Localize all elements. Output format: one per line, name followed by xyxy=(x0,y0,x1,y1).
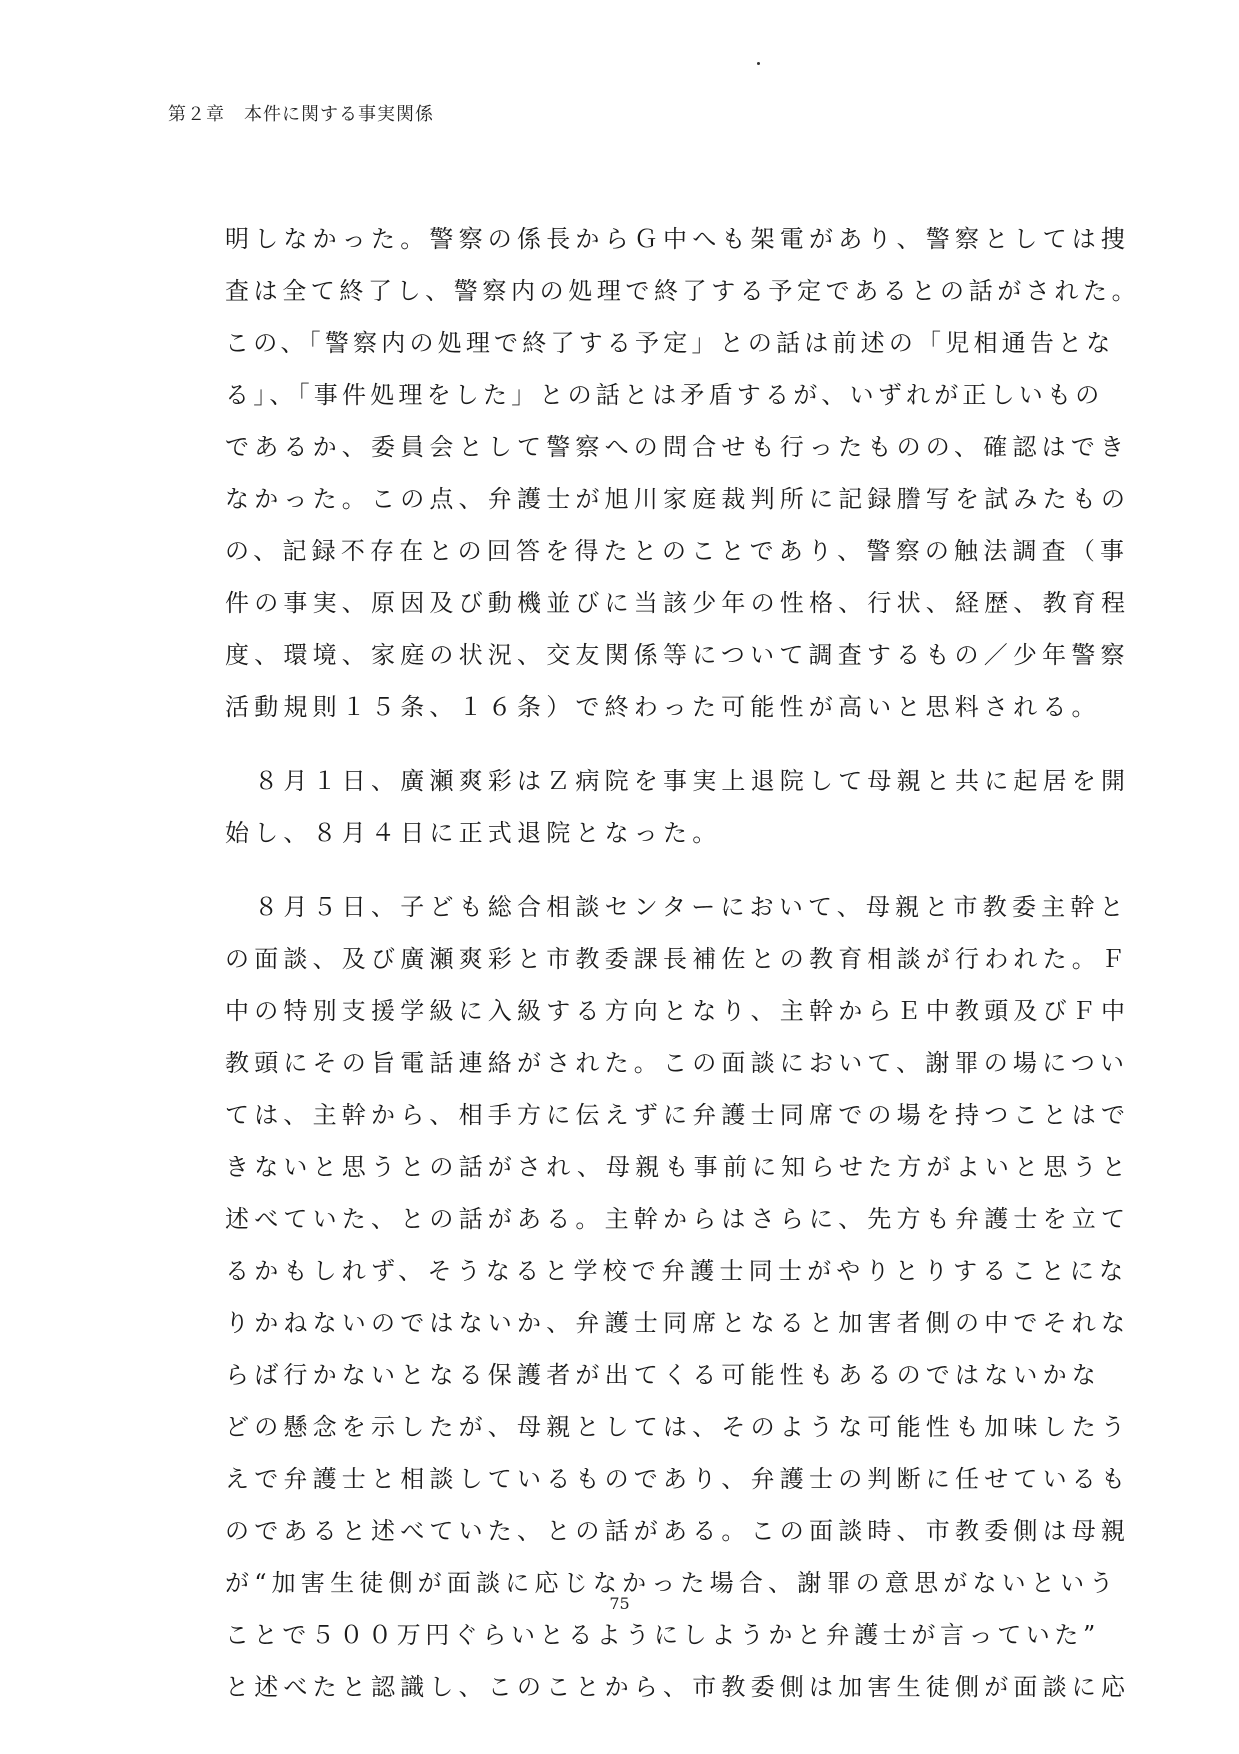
paragraph-police-inquiry xyxy=(225,213,1141,733)
scan-speck xyxy=(757,62,760,65)
text-line: 度、環境、家庭の状況、交友関係等について調査するもの／少年警察 xyxy=(225,641,1130,669)
body-text xyxy=(225,213,1141,1735)
text-line: と述べたと認識し、このことから、市教委側は加害生徒側が面談に応 xyxy=(225,1673,1131,1701)
paragraph-consultation xyxy=(225,881,1131,1713)
text-line: ことで５００万円ぐらいとるようにしようかと弁護士が言っていた” xyxy=(225,1621,1100,1649)
text-line: 中の特別支援学級に入級する方向となり、主幹からＥ中教頭及びＦ中 xyxy=(225,997,1131,1025)
chapter-header: 第２章 本件に関する事実関係 xyxy=(168,104,434,125)
text-line: ８月５日、子ども総合相談センターにおいて、母親と市教委主幹と xyxy=(225,893,1129,921)
paragraph-discharge xyxy=(225,755,1131,859)
text-line: るかもしれず、そうなると学校で弁護士同士がやりとりすることにな xyxy=(225,1257,1129,1285)
text-line: る」、「事件処理をした」との話とは矛盾するが、いずれが正しいもの xyxy=(225,381,1104,409)
text-line: 明しなかった。警察の係長からＧ中へも架電があり、警察としては捜 xyxy=(225,225,1131,253)
page-number: 75 xyxy=(609,1594,630,1613)
text-line: の面談、及び廣瀬爽彩と市教委課長補佐との教育相談が行われた。Ｆ xyxy=(225,945,1131,973)
text-line: のであると述べていた、との話がある。この面談時、市教委側は母親 xyxy=(225,1517,1131,1545)
text-line: この、「警察内の処理で終了する予定」との話は前述の「児相通告とな xyxy=(225,329,1115,357)
text-line: ８月１日、廣瀬爽彩はＺ病院を事実上退院して母親と共に起居を開 xyxy=(225,767,1131,795)
text-line: 始し、８月４日に正式退院となった。 xyxy=(225,819,722,847)
text-line: であるか、委員会として警察への問合せも行ったものの、確認はでき xyxy=(225,433,1130,461)
text-line: ては、主幹から、相手方に伝えずに弁護士同席での場を持つことはで xyxy=(225,1101,1131,1129)
text-line: らば行かないとなる保護者が出てくる可能性もあるのではないかな xyxy=(225,1361,1101,1389)
text-line: りかねないのではないか、弁護士同席となると加害者側の中でそれな xyxy=(225,1309,1131,1337)
text-line: きないと思うとの話がされ、母親も事前に知らせた方がよいと思うと xyxy=(225,1153,1131,1181)
text-line: 活動規則１５条、１６条）で終わった可能性が高いと思料される。 xyxy=(225,693,1101,721)
text-line: えで弁護士と相談しているものであり、弁護士の判断に任せているも xyxy=(225,1465,1131,1493)
text-line: 件の事実、原因及び動機並びに当該少年の性格、行状、経歴、教育程 xyxy=(225,589,1131,617)
text-line: が“加害生徒側が面談に応じなかった場合、謝罪の意思がないという xyxy=(225,1569,1119,1597)
text-line: どの懸念を示したが、母親としては、そのような可能性も加味したう xyxy=(225,1413,1131,1441)
text-line: の、記録不存在との回答を得たとのことであり、警察の触法調査（事 xyxy=(225,537,1130,565)
text-line: なかった。この点、弁護士が旭川家庭裁判所に記録謄写を試みたもの xyxy=(225,485,1131,513)
text-line: 査は全て終了し、警察内の処理で終了する予定であるとの話がされた。 xyxy=(225,277,1141,305)
text-line: 教頭にその旨電話連絡がされた。この面談において、謝罪の場につい xyxy=(225,1049,1130,1077)
text-line: 述べていた、との話がある。主幹からはさらに、先方も弁護士を立て xyxy=(225,1205,1131,1233)
